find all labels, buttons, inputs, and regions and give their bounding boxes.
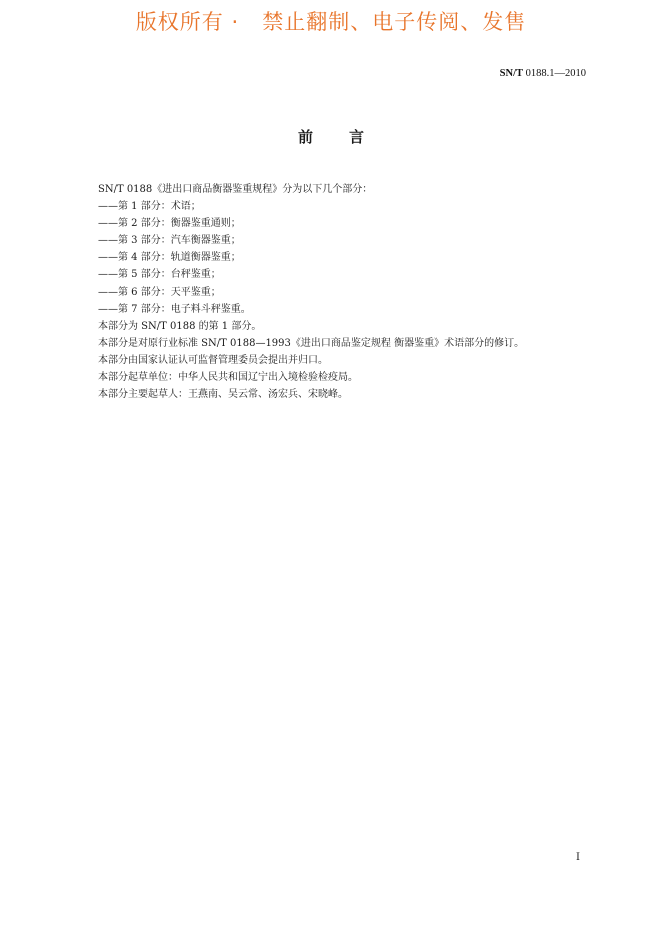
list-item-part-2: ——第 2 部分：衡器鉴重通则； [98,218,241,230]
paragraph-revision: 本部分是对原行业标准 SN/T 0188—1993《进出口商品鉴定规程 衡器鉴重》术语部分的修订。 [98,337,525,349]
list-item-part-1: ——第 1 部分：术语； [98,201,201,213]
list-item-part-3: ——第 3 部分：汽车衡器鉴重； [98,235,241,247]
page-number: I [576,852,580,863]
list-item-part-6: ——第 6 部分：天平鉴重； [98,286,221,298]
standard-code-number: 0188.1—2010 [523,68,586,79]
standard-code-prefix: SN/T [499,68,523,79]
standard-number [500,68,586,79]
paragraph-proposer: 本部分由国家认证认可监督管理委员会提出并归口。 [98,354,328,366]
page-title: 前言 [297,128,400,146]
paragraph-drafters: 本部分主要起草人：王燕南、吴云常、汤宏兵、宋晓峰。 [98,389,348,401]
paragraph-drafting-unit: 本部分起草单位：中华人民共和国辽宁出入境检验检疫局。 [98,372,358,384]
watermark-banner: 版权所有 · 禁止翻制、电子传阅、发售 [135,10,527,34]
list-item-part-7: ——第 7 部分：电子料斗秤鉴重。 [98,303,251,315]
list-item-part-5: ——第 5 部分：台秤鉴重； [98,269,221,281]
paragraph-part-statement: 本部分为 SN/T 0188 的第 1 部分。 [98,320,262,332]
list-item-part-4: ——第 4 部分：轨道衡器鉴重； [98,252,241,264]
paragraph-intro: SN/T 0188《进出口商品衡器鉴重规程》分为以下几个部分： [98,184,373,195]
foreword-body [98,181,598,403]
